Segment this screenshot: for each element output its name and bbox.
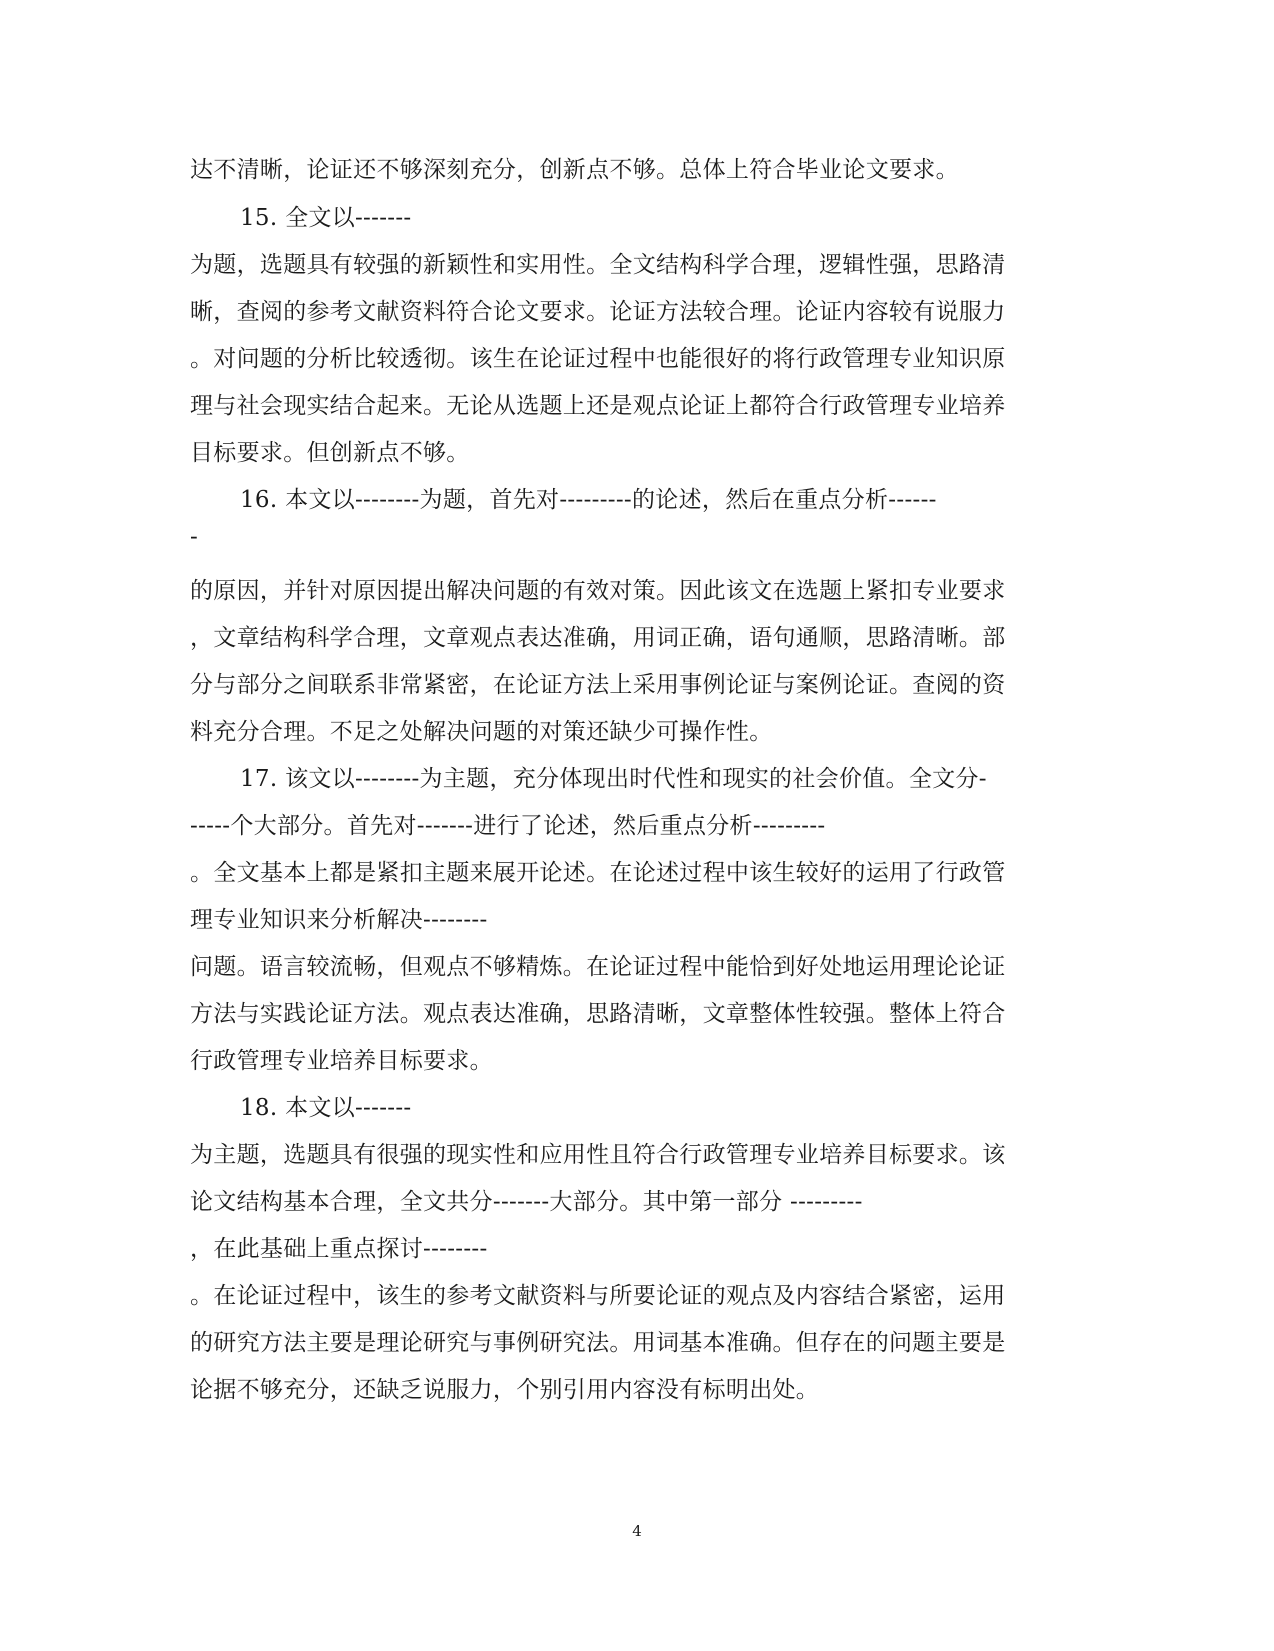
paragraph-line: 。全文基本上都是紧扣主题来展开论述。在论述过程中该生较好的运用了行政管	[190, 860, 1006, 886]
item-heading-18: 18. 本文以-------	[240, 1095, 412, 1121]
paragraph-line: 问题。语言较流畅，但观点不够精炼。在论证过程中能恰到好处地运用理论论证	[190, 954, 1006, 980]
paragraph-line: 的研究方法主要是理论研究与事例研究法。用词基本准确。但存在的问题主要是	[190, 1330, 1006, 1356]
paragraph-line: 目标要求。但创新点不够。	[190, 440, 470, 466]
paragraph-line: 为题，选题具有较强的新颖性和实用性。全文结构科学合理，逻辑性强，思路清	[190, 252, 1006, 278]
paragraph-line: 分与部分之间联系非常紧密，在论证方法上采用事例论证与案例论证。查阅的资	[190, 672, 1006, 698]
paragraph-line: 的原因，并针对原因提出解决问题的有效对策。因此该文在选题上紧扣专业要求	[190, 578, 1006, 604]
paragraph-line: ，在此基础上重点探讨--------	[190, 1236, 488, 1262]
paragraph-line: 行政管理专业培养目标要求。	[190, 1048, 493, 1074]
item-heading-17: 17. 该文以--------为主题，充分体现出时代性和现实的社会价值。全文分-	[240, 766, 987, 792]
paragraph-line: 理专业知识来分析解决--------	[190, 907, 488, 933]
paragraph-line: 方法与实践论证方法。观点表达准确，思路清晰，文章整体性较强。整体上符合	[190, 1001, 1006, 1027]
page-number: 4	[632, 1522, 642, 1540]
paragraph-line: ，文章结构科学合理，文章观点表达准确，用词正确，语句通顺，思路清晰。部	[190, 625, 1006, 651]
paragraph-line: -	[190, 524, 199, 550]
paragraph-line: 论据不够充分，还缺乏说服力，个别引用内容没有标明出处。	[190, 1377, 820, 1403]
item-heading-16: 16. 本文以--------为题，首先对---------的论述，然后在重点分析------	[240, 487, 937, 513]
item-heading-15: 15. 全文以-------	[240, 205, 412, 231]
paragraph-line: -----个大部分。首先对-------进行了论述，然后重点分析---------	[190, 813, 826, 839]
paragraph-line: 。在论证过程中，该生的参考文献资料与所要论证的观点及内容结合紧密，运用	[190, 1283, 1006, 1309]
paragraph-line: 论文结构基本合理，全文共分-------大部分。其中第一部分 ---------	[190, 1189, 863, 1215]
paragraph-line: 料充分合理。不足之处解决问题的对策还缺少可操作性。	[190, 719, 773, 745]
paragraph-line: 为主题，选题具有很强的现实性和应用性且符合行政管理专业培养目标要求。该	[190, 1142, 1006, 1168]
paragraph-line: 。对问题的分析比较透彻。该生在论证过程中也能很好的将行政管理专业知识原	[190, 346, 1006, 372]
paragraph-line: 理与社会现实结合起来。无论从选题上还是观点论证上都符合行政管理专业培养	[190, 393, 1006, 419]
paragraph-line: 达不清晰，论证还不够深刻充分，创新点不够。总体上符合毕业论文要求。	[190, 157, 959, 183]
paragraph-line: 晰，查阅的参考文献资料符合论文要求。论证方法较合理。论证内容较有说服力	[190, 299, 1006, 325]
